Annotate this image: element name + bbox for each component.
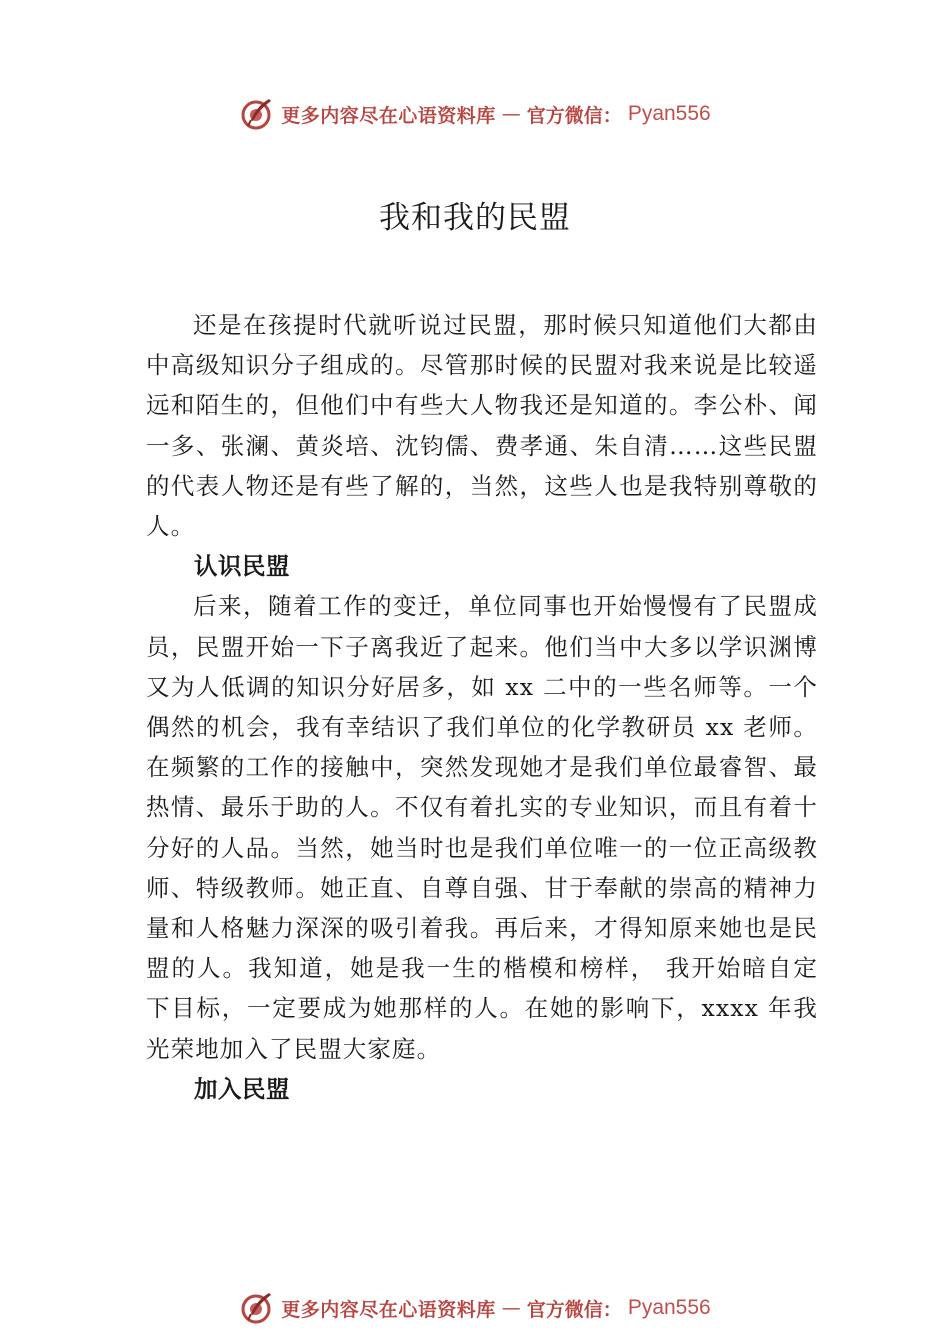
document-body: [146, 305, 818, 1109]
watermark-brand: 更多内容尽在心语资料库: [281, 1298, 496, 1321]
quill-logo-icon: [239, 96, 275, 132]
section-paragraph-know: 后来，随着工作的变迁，单位同事也开始慢慢有了民盟成员，民盟开始一下子离我近了起来。他们当中大多以学识渊博又为人低调的知识分好居多，如 xx 二中的一些名师等。一个偶然的机会，我有幸结识了我们单位的化学教研员 xx 老师。在频繁的工作的接触中，突然发现她才是我们单位最睿智、最热情、最乐于助的人。不仅有着扎实的专业知识，而且有着十分好的人品。当然，她当时也是我们单位唯一的一位正高级教师、特级教师。她正直、自尊自强、甘于奉献的崇高的精神力量和人格魅力深深的吸引着我。再后来，才得知原来她也是民盟的人。我知道，她是我一生的楷模和榜样， 我开始暗自定下目标，一定要成为她那样的人。在她的影响下，xxxx 年我光荣地加入了民盟大家庭。: [146, 592, 818, 1063]
watermark-wechat-id: Pyan556: [627, 1296, 711, 1319]
watermark-dash: —: [501, 103, 521, 125]
quill-logo-icon: [239, 1290, 275, 1326]
watermark-wechat-id: Pyan556: [627, 102, 711, 125]
footer-watermark: [0, 1288, 950, 1328]
header-watermark: [0, 94, 950, 134]
intro-paragraph: 还是在孩提时代就听说过民盟，那时候只知道他们大都由中高级知识分子组成的。尽管那时候的民盟对我来说是比较遥远和陌生的，但他们中有些大人物我还是知道的。李公朴、闻一多、张澜、黄炎培、沈钧儒、费孝通、朱自清……这些民盟的代表人物还是有些了解的，当然，这些人也是我特别尊敬的人。: [146, 311, 818, 541]
section-heading-join: 加入民盟: [194, 1074, 290, 1103]
watermark-dash: —: [501, 1297, 521, 1319]
document-title: 我和我的民盟: [379, 200, 571, 236]
section-heading-know: 认识民盟: [194, 552, 290, 581]
watermark-brand: 更多内容尽在心语资料库: [281, 104, 496, 127]
watermark-official-label: 官方微信：: [526, 1298, 622, 1321]
watermark-official-label: 官方微信：: [526, 104, 622, 127]
